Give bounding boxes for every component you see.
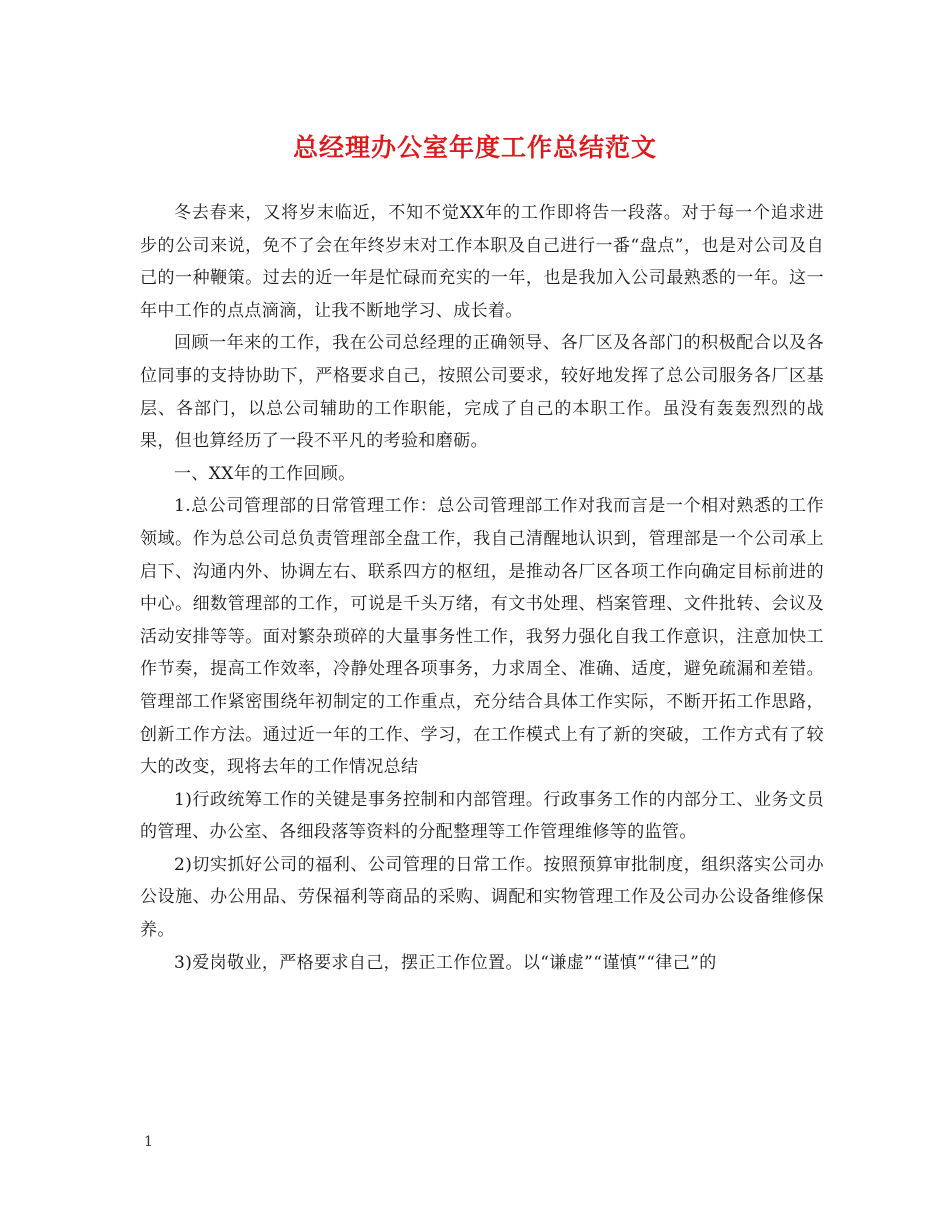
document-title: 总经理办公室年度工作总结范文 xyxy=(292,133,657,162)
section-heading: 一、XX年的工作回顾。 xyxy=(174,463,356,484)
paragraph-intro: 冬去春来，又将岁末临近，不知不觉XX年的工作即将告一段落。对于每一个追求进步的公司来说，免不了会在年终岁末对工作本职及自己进行一番“盘点”，也是对公司及自己的一种鞭策。过去的近一年是忙碌而充实的一年，也是我加入公司最熟悉的一年。这一年中工作的点点滴滴，让我不断地学习、成长着。 xyxy=(140,203,824,321)
paragraph-item-3: 3)爱岗敬业，严格要求自己，摆正工作位置。以“谦虚”“谨慎”“律己”的 xyxy=(174,952,717,973)
paragraph-review: 回顾一年来的工作，我在公司总经理的正确领导、各厂区及各部门的积极配合以及各位同事的支持协助下，严格要求自己，按照公司要求，较好地发挥了总公司服务各厂区基层、各部门，以总公司辅助的工作职能，完成了自己的本职工作。虽没有轰轰烈烈的战果，但也算经历了一段不平凡的考验和磨砺。 xyxy=(140,333,824,452)
paragraph-management-work: 1.总公司管理部的日常管理工作：总公司管理部工作对我而言是一个相对熟悉的工作领域。作为总公司总负责管理部全盘工作，我自己清醒地认识到，管理部是一个公司承上启下、沟通内外、协调左右、联系四方的枢纽，是推动各厂区各项工作向确定目标前进的中心。细数管理部的工作，可说是千头万绪，有文书处理、档案管理、文件批转、会议及活动安排等等。面对繁杂琐碎的大量事务性工作，我努力强化自我工作意识，注意加快工作节奏，提高工作效率，冷静处理各项事务，力求周全、准确、适度，避免疏漏和差错。管理部工作紧密围绕年初制定的工作重点，充分结合具体工作实际，不断开拓工作思路，创新工作方法。通过近一年的工作、学习，在工作模式上有了新的突破，工作方式有了较大的改变，现将去年的工作情况总结 xyxy=(140,496,824,778)
document-body xyxy=(140,197,824,979)
paragraph-item-1: 1)行政统筹工作的关键是事务控制和内部管理。行政事务工作的内部分工、业务文员的管理、办公室、各细段落等资料的分配整理等工作管理维修等的监管。 xyxy=(140,789,824,843)
paragraph-item-2: 2)切实抓好公司的福利、公司管理的日常工作。按照预算审批制度，组织落实公司办公设施、办公用品、劳保福利等商品的采购、调配和实物管理工作及公司办公设备维修保养。 xyxy=(140,854,824,941)
page-number: 1 xyxy=(144,1134,153,1150)
